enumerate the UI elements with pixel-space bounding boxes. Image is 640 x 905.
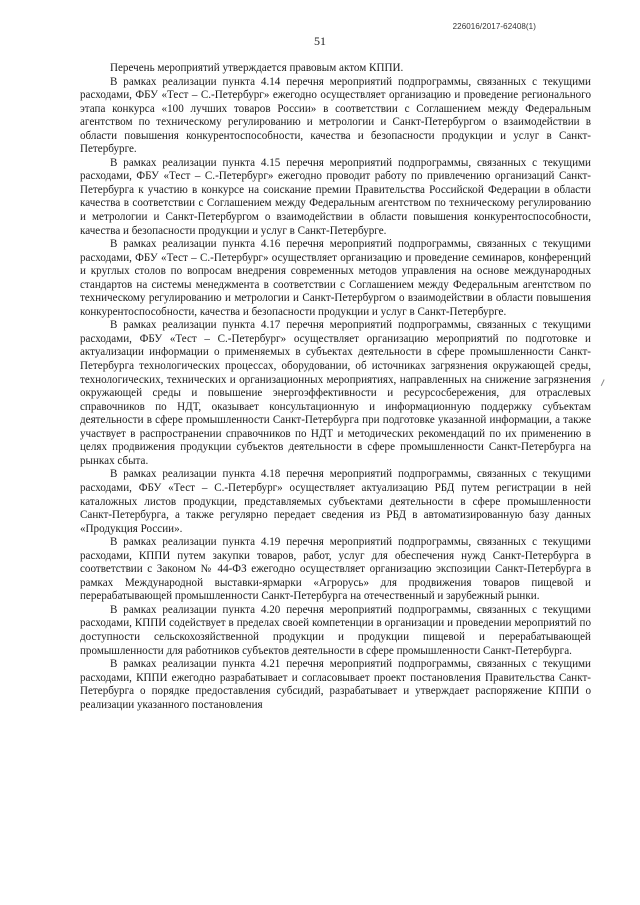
paragraph-item-4-15: В рамках реализации пункта 4.15 перечня мероприятий подпрограммы, связанных с текущими расходами, ФБУ «Тест – С.-Петербург» ежегодно проводит работу по привлечению организаций Санкт-Петербурга к участию в конкурсе на соискание премии Правительства Российской Федерации в области качества в соответствии с Соглашением между Федеральным агентством по техническому регулированию и метрологии и Санкт-Петербургом о взаимодействии в области повышения конкурентоспособности, качества и безопасности продукции и услуг в Санкт-Петербурге. xyxy=(80,156,591,237)
page-number: 51 xyxy=(314,34,326,48)
paragraph-item-4-16: В рамках реализации пункта 4.16 перечня мероприятий подпрограммы, связанных с текущими расходами, ФБУ «Тест – С.-Петербург» осуществляет организацию и проведение семинаров, конференций и круглых столов по вопросам внедрения современных методов управления на основе международных стандартов на системы менеджмента в соответствии с Соглашением между Федеральным агентством по техническому регулированию и метрологии и Санкт-Петербургом о взаимодействии в области повышения конкурентоспособности, качества и безопасности продукции и услуг в Санкт-Петербурге. xyxy=(80,238,591,318)
document-body xyxy=(80,62,591,712)
paragraph-item-4-19: В рамках реализации пункта 4.19 перечня мероприятий подпрограммы, связанных с текущими расходами, КППИ путем закупки товаров, работ, услуг для обеспечения нужд Санкт-Петербурга в соответствии с Законом № 44-ФЗ ежегодно осуществляет организацию экспозиции Санкт-Петербурга в рамках Международной выставки-ярмарки «Агрорусь» для продвижения товаров пищевой и перерабатывающей промышленности Санкт-Петербурга на отечественный и зарубежный рынки. xyxy=(80,536,591,603)
paragraph-item-4-17: В рамках реализации пункта 4.17 перечня мероприятий подпрограммы, связанных с текущими расходами, ФБУ «Тест – С.-Петербург» осуществляет организацию мероприятий по подготовке и актуализации информации о применяемых в субъектах деятельности в сфере промышленности Санкт-Петербурга технологических процессах, оборудовании, об источниках загрязнения окружающей среды, технологических, технических и организационных мероприятиях, направленных на снижение загрязнения окружающей среды и повышение энергоэффективности и ресурсосбережения, для отраслевых справочников по НДТ, оказывает консультационную и информационную поддержку субъектам деятельности в сфере промышленности Санкт-Петербурга при подготовке указанной информации, а также участвует в распространении справочников по НДТ и методических рекомендаций по их применению в целях продвижения продукции субъектов деятельности в сфере промышленности Санкт-Петербурга на рынках сбыта. xyxy=(80,319,591,467)
paragraph-item-4-14: В рамках реализации пункта 4.14 перечня мероприятий подпрограммы, связанных с текущими расходами, ФБУ «Тест – С.-Петербург» ежегодно осуществляет организацию и проведение регионального этапа конкурса «100 лучших товаров России» в соответствии с Соглашением между Федеральным агентством по техническому регулированию и метрологии и Санкт-Петербургом о взаимодействии в области повышения конкурентоспособности, качества и безопасности продукции и услуг в Санкт-Петербурге. xyxy=(80,75,591,156)
margin-pen-mark xyxy=(601,379,608,387)
paragraph-list-approval: Перечень мероприятий утверждается правовым актом КППИ. xyxy=(110,62,404,74)
paragraph-item-4-20: В рамках реализации пункта 4.20 перечня мероприятий подпрограммы, связанных с текущими расходами, КППИ содействует в пределах своей компетенции в организации и проведении мероприятий по доступности сельскохозяйственной продукции и продукции пищевой и перерабатывающей промышленности для работников субъектов деятельности в сфере промышленности Санкт-Петербурга. xyxy=(80,603,591,657)
document-registration-number: 226016/2017-62408(1) xyxy=(452,22,536,31)
paragraph-item-4-21: В рамках реализации пункта 4.21 перечня мероприятий подпрограммы, связанных с текущими расходами, КППИ ежегодно разрабатывает и согласовывает проект постановления Правительства Санкт-Петербурга о порядке предоставления субсидий, разрабатывает и утверждает распоряжение КППИ о реализации указанного постановления xyxy=(80,658,591,711)
paragraph-item-4-18: В рамках реализации пункта 4.18 перечня мероприятий подпрограммы, связанных с текущими расходами, ФБУ «Тест – С.-Петербург» осуществляет актуализацию РБД путем регистрации в ней каталожных листов продукции, представляемых субъектами деятельности в сфере промышленности Санкт-Петербурга, а также регулярно передает сведения из РБД в автоматизированную базу данных «Продукция России». xyxy=(80,468,591,535)
